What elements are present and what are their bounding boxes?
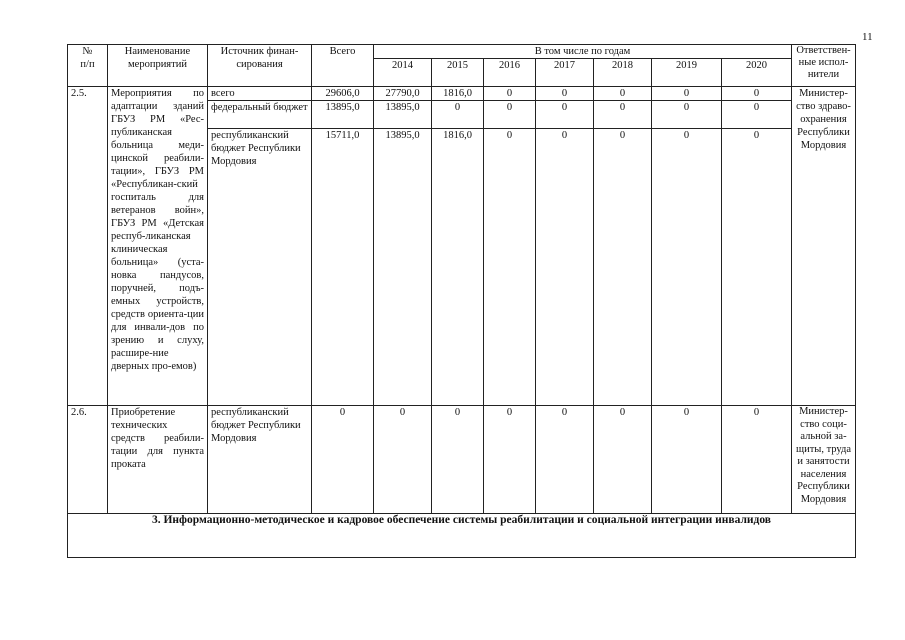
page-number: 11	[862, 31, 873, 43]
header-year: 2017	[536, 59, 594, 87]
year-cell: 0	[432, 101, 484, 129]
year-cell: 0	[594, 129, 652, 406]
budget-table	[67, 44, 856, 558]
header-name: Наименование мероприятий	[108, 45, 208, 87]
table-row	[68, 406, 856, 514]
year-cell: 0	[432, 406, 484, 514]
year-cell: 0	[374, 406, 432, 514]
header-by-years: В том числе по годам	[374, 45, 792, 59]
header-year: 2020	[722, 59, 792, 87]
year-cell: 0	[536, 101, 594, 129]
year-cell: 0	[536, 87, 594, 101]
year-cell: 0	[722, 129, 792, 406]
year-cell: 0	[722, 406, 792, 514]
year-cell: 0	[652, 101, 722, 129]
source-cell: всего	[208, 87, 312, 101]
row-responsible: Министер-ство здраво-охранения Республики Мордовия	[792, 87, 856, 406]
year-cell: 13895,0	[374, 101, 432, 129]
source-cell: республиканский бюджет Республики Мордовия	[208, 406, 312, 514]
header-responsible: Ответствен- ные испол- нители	[792, 45, 856, 87]
row-name: Приобретение технических средств реабили-тации для пункта проката	[108, 406, 208, 514]
row-num: 2.6.	[68, 406, 108, 514]
header-year: 2014	[374, 59, 432, 87]
source-cell: республиканский бюджет Республики Мордовия	[208, 129, 312, 406]
total-cell: 29606,0	[312, 87, 374, 101]
year-cell: 0	[536, 129, 594, 406]
year-cell: 1816,0	[432, 87, 484, 101]
total-cell: 13895,0	[312, 101, 374, 129]
year-cell: 0	[484, 87, 536, 101]
table-row	[68, 87, 856, 101]
header-year: 2019	[652, 59, 722, 87]
total-cell: 0	[312, 406, 374, 514]
header-num: № п/п	[68, 45, 108, 87]
row-num: 2.5.	[68, 87, 108, 406]
year-cell: 1816,0	[432, 129, 484, 406]
year-cell: 0	[594, 101, 652, 129]
year-cell: 0	[652, 87, 722, 101]
year-cell: 27790,0	[374, 87, 432, 101]
year-cell: 0	[722, 87, 792, 101]
section-title: 3. Информационно-методическое и кадровое обеспечение системы реабилитации и социальной интеграции инвалидов	[68, 514, 856, 558]
year-cell: 13895,0	[374, 129, 432, 406]
year-cell: 0	[594, 87, 652, 101]
total-cell: 15711,0	[312, 129, 374, 406]
year-cell: 0	[722, 101, 792, 129]
year-cell: 0	[484, 101, 536, 129]
source-cell: федеральный бюджет	[208, 101, 312, 129]
year-cell: 0	[652, 406, 722, 514]
header-total: Всего	[312, 45, 374, 87]
row-responsible: Министер-ство соци-альной за-щиты, труда и занятости населения Республики Мордовия	[792, 406, 856, 514]
header-source: Источник финан- сирования	[208, 45, 312, 87]
year-cell: 0	[484, 406, 536, 514]
header-year: 2015	[432, 59, 484, 87]
header-year: 2018	[594, 59, 652, 87]
year-cell: 0	[484, 129, 536, 406]
year-cell: 0	[594, 406, 652, 514]
year-cell: 0	[652, 129, 722, 406]
year-cell: 0	[536, 406, 594, 514]
row-name: Мероприятия по адаптации зданий ГБУЗ РМ «Рес-публиканская больница меди-цинской реабили-тации», ГБУЗ РМ «Республикан-ский госпиталь для ветеранов войн», ГБУЗ РМ «Детская респуб-ликанская клиническая больница» (уста-новка пандусов, поручней, подъ-емных устройств, средств ориента-ции для инвали-дов по зрению и слуху, расшире-ние дверных про-емов)	[108, 87, 208, 406]
header-year: 2016	[484, 59, 536, 87]
